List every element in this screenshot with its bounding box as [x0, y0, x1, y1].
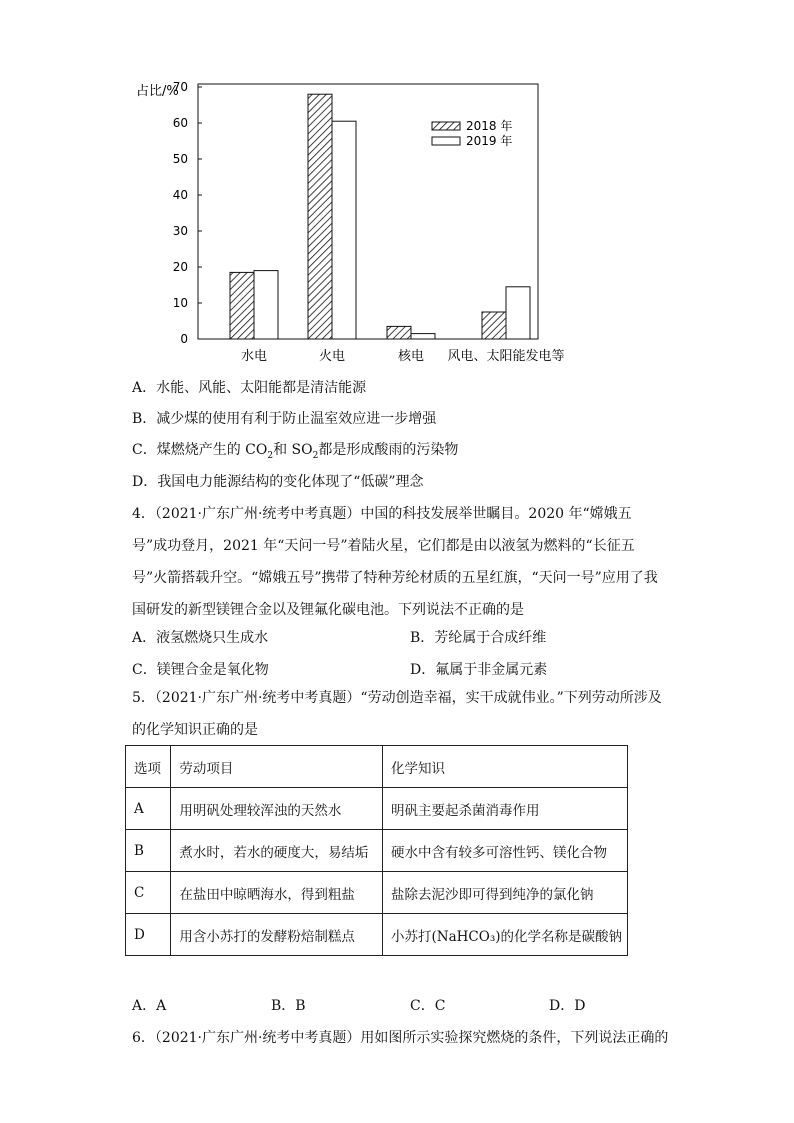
q5-option-b: B．B: [271, 998, 306, 1014]
table-row: [126, 872, 628, 914]
table-header-cell: 选项: [126, 746, 171, 788]
subscript: 2: [312, 450, 319, 461]
table-header-cell: 劳动项目: [171, 746, 383, 788]
option-text-c: 都是形成酸雨的污染物: [318, 442, 459, 458]
legend-swatch: [432, 137, 460, 145]
subscript: 2: [267, 450, 274, 461]
bar-2019: [506, 287, 530, 339]
q4-option-b: B．芳纶属于合成纤维: [410, 630, 547, 646]
option-letter: C．: [132, 442, 157, 458]
table-row: [126, 914, 628, 956]
table-row: [126, 830, 628, 872]
q6-stem: 6．（2021·广东广州·统考中考真题）用如图所示实验探究燃烧的条件，下列说法正确的: [132, 1030, 669, 1046]
option-text: 减少煤的使用有利于防止温室效应进一步增强: [156, 411, 437, 427]
energy-share-chart: [130, 78, 600, 368]
q4-option-d: D．氟属于非金属元素: [410, 662, 548, 678]
y-tick-label: 10: [172, 296, 188, 310]
y-tick-label: 0: [180, 332, 188, 346]
bar-2018: [387, 326, 411, 339]
table-cell: 明矾主要起杀菌消毒作用: [383, 788, 628, 830]
chart-svg: [130, 78, 600, 368]
option-letter: D．: [132, 474, 158, 490]
bar-2018: [230, 272, 254, 339]
table-cell: 用含小苏打的发酵粉焙制糕点: [171, 914, 383, 956]
q3-option-d: [132, 472, 424, 492]
bar-2019: [254, 271, 278, 339]
table-cell: 用明矾处理较浑浊的天然水: [171, 788, 383, 830]
legend-swatch: [432, 122, 460, 130]
table-cell: 小苏打(NaHCO₃)的化学名称是碳酸钠: [383, 914, 628, 956]
q4-option-c: C．镁锂合金是氧化物: [132, 662, 269, 678]
q3-option-b: [132, 409, 436, 429]
option-letter: A．: [132, 380, 157, 396]
y-axis-label: 占比/%: [136, 84, 179, 99]
x-tick-label: 水电: [240, 349, 268, 364]
q5-option-a: A．A: [132, 998, 167, 1014]
bar-2019: [411, 334, 435, 339]
y-tick-label: 50: [172, 152, 188, 166]
q5-stem: 5．（2021·广东广州·统考中考真题）“劳动创造幸福，实干成就伟业。”下列劳动所涉及的化学知识正确的是: [132, 690, 662, 738]
q5-option-c: C．C: [410, 998, 446, 1014]
option-letter: B．: [132, 411, 157, 427]
x-tick-label: 风电、太阳能发电等: [447, 349, 565, 364]
legend-label: 2018 年: [466, 119, 513, 133]
y-tick-label: 30: [172, 224, 188, 238]
bar-2018: [482, 312, 506, 339]
y-tick-label: 70: [172, 80, 188, 94]
q4-stem: 4．（2021·广东广州·统考中考真题）中国的科技发展举世瞩目。2020 年“嫦娥五号”成功登月，2021 年“天问一号”着陆火星，它们都是由以液氢为燃料的“长征五号”火箭搭载升空。“嫦娥五号”携带了特种芳纶材质的五星红旗，“天问一号”应用了我国研发的新型镁锂合金以及锂氟化碳电池。下列说法不正确的是: [132, 506, 658, 618]
x-tick-label: 火电: [318, 349, 346, 364]
table-cell: 盐除去泥沙即可得到纯净的氯化钠: [383, 872, 628, 914]
table-cell: B: [126, 830, 171, 872]
bar-2018: [308, 94, 332, 339]
table-cell: 在盐田中晾晒海水，得到粗盐: [171, 872, 383, 914]
option-text-a: 煤燃烧产生的 CO: [156, 442, 268, 458]
table-cell: D: [126, 914, 171, 956]
table-cell: C: [126, 872, 171, 914]
table-row: [126, 788, 628, 830]
option-text: 水能、风能、太阳能都是清洁能源: [156, 380, 367, 396]
q4-option-a: A．液氢燃烧只生成水: [132, 630, 269, 646]
q5-option-d: D．D: [549, 998, 586, 1014]
table-cell: 硬水中含有较多可溶性钙、镁化合物: [383, 830, 628, 872]
q3-option-c: [132, 440, 458, 466]
legend-label: 2019 年: [466, 134, 513, 148]
x-tick-label: 核电: [397, 349, 425, 364]
y-tick-label: 20: [172, 260, 188, 274]
table-header-row: [126, 746, 628, 788]
table-header-cell: 化学知识: [383, 746, 628, 788]
q3-option-a: [132, 378, 366, 398]
option-text-b: 和 SO: [273, 442, 313, 458]
option-text: 我国电力能源结构的变化体现了“低碳”理念: [157, 474, 424, 490]
bar-2019: [332, 121, 356, 339]
y-tick-label: 40: [172, 188, 188, 202]
y-tick-label: 60: [172, 116, 188, 130]
q5-table: [125, 745, 628, 956]
table-cell: A: [126, 788, 171, 830]
table-cell: 煮水时，若水的硬度大，易结垢: [171, 830, 383, 872]
